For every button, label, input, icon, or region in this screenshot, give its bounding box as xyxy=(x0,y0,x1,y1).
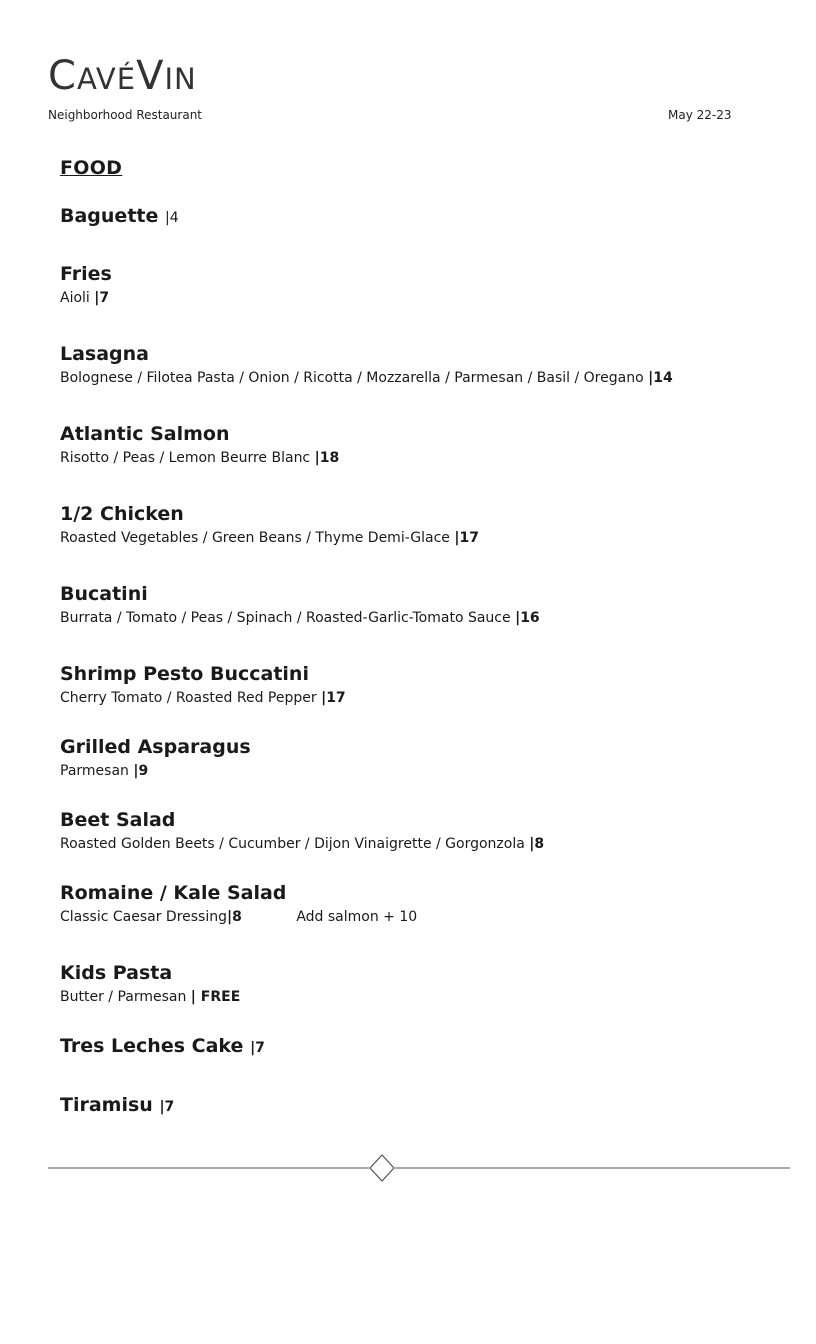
item-name: Romaine / Kale Salad xyxy=(60,882,287,904)
item-description: Aioli xyxy=(60,290,90,306)
item-price: |4 xyxy=(165,210,179,226)
item-name: 1/2 Chicken xyxy=(60,503,184,525)
item-description: Risotto / Peas / Lemon Beurre Blanc xyxy=(60,450,311,466)
item-description: Burrata / Tomato / Peas / Spinach / Roasted-Garlic-Tomato Sauce xyxy=(60,610,511,626)
menu-item-atlantic-salmon xyxy=(60,422,339,468)
item-description: Parmesan xyxy=(60,763,129,779)
menu-date: May 22-23 xyxy=(668,108,732,122)
menu-item-fries xyxy=(60,262,112,308)
menu-item-bucatini xyxy=(60,582,540,628)
item-name: Shrimp Pesto Buccatini xyxy=(60,663,309,685)
menu-item-shrimp-pesto-buccatini xyxy=(60,662,346,708)
item-name: Tiramisu xyxy=(60,1094,153,1116)
item-description: Cherry Tomato / Roasted Red Pepper xyxy=(60,690,317,706)
menu-item-baguette xyxy=(60,204,179,230)
section-title: FOOD xyxy=(60,157,123,179)
menu-item-beet-salad xyxy=(60,808,544,854)
item-price: |17 xyxy=(454,530,479,546)
diamond-ornament-icon xyxy=(370,1155,394,1181)
item-price: |7 xyxy=(250,1040,265,1056)
item-price: |17 xyxy=(321,690,346,706)
menu-item-half-chicken xyxy=(60,502,479,548)
item-price: |18 xyxy=(314,450,340,466)
item-description: Butter / Parmesan xyxy=(60,989,187,1005)
logo-text-in: IN xyxy=(164,62,197,96)
item-price: |7 xyxy=(159,1099,175,1115)
item-description: Bolognese / Filotea Pasta / Onion / Ricotta / Mozzarella / Parmesan / Basil / Oregano xyxy=(60,370,644,386)
item-description: Roasted Golden Beets / Cucumber / Dijon Vinaigrette / Gorgonzola xyxy=(60,836,525,852)
menu-item-grilled-asparagus xyxy=(60,735,251,781)
item-name: Tres Leches Cake xyxy=(60,1035,244,1057)
logo-text-ave: AVÉ xyxy=(76,62,137,96)
item-price: |16 xyxy=(515,610,540,626)
item-addon: Add salmon + 10 xyxy=(296,909,418,925)
item-price: |9 xyxy=(133,763,149,779)
item-name: Atlantic Salmon xyxy=(60,423,230,445)
item-name: Kids Pasta xyxy=(60,962,173,984)
item-price: |7 xyxy=(94,290,110,306)
item-name: Lasagna xyxy=(60,343,150,365)
item-price: |8 xyxy=(529,836,545,852)
item-name: Bucatini xyxy=(60,583,148,605)
item-price: |8 xyxy=(227,909,242,925)
restaurant-logo xyxy=(48,53,197,99)
item-name: Baguette xyxy=(60,205,159,227)
item-description: Classic Caesar Dressing xyxy=(60,909,227,925)
menu-item-tres-leches-cake xyxy=(60,1034,265,1060)
restaurant-subtitle: Neighborhood Restaurant xyxy=(48,108,203,122)
menu-item-kids-pasta xyxy=(60,961,240,1007)
logo-letter-v: V xyxy=(136,53,165,99)
item-name: Beet Salad xyxy=(60,809,176,831)
logo-letter-c: C xyxy=(48,53,77,99)
footer-divider xyxy=(48,1154,790,1184)
menu-item-romaine-kale-salad xyxy=(60,881,417,927)
menu-item-tiramisu xyxy=(60,1093,174,1119)
item-description: Roasted Vegetables / Green Beans / Thyme Demi-Glace xyxy=(60,530,450,546)
item-price: | FREE xyxy=(190,989,241,1005)
item-name: Fries xyxy=(60,263,112,285)
item-price: |14 xyxy=(648,370,673,386)
item-name: Grilled Asparagus xyxy=(60,736,251,758)
menu-item-lasagna xyxy=(60,342,673,388)
